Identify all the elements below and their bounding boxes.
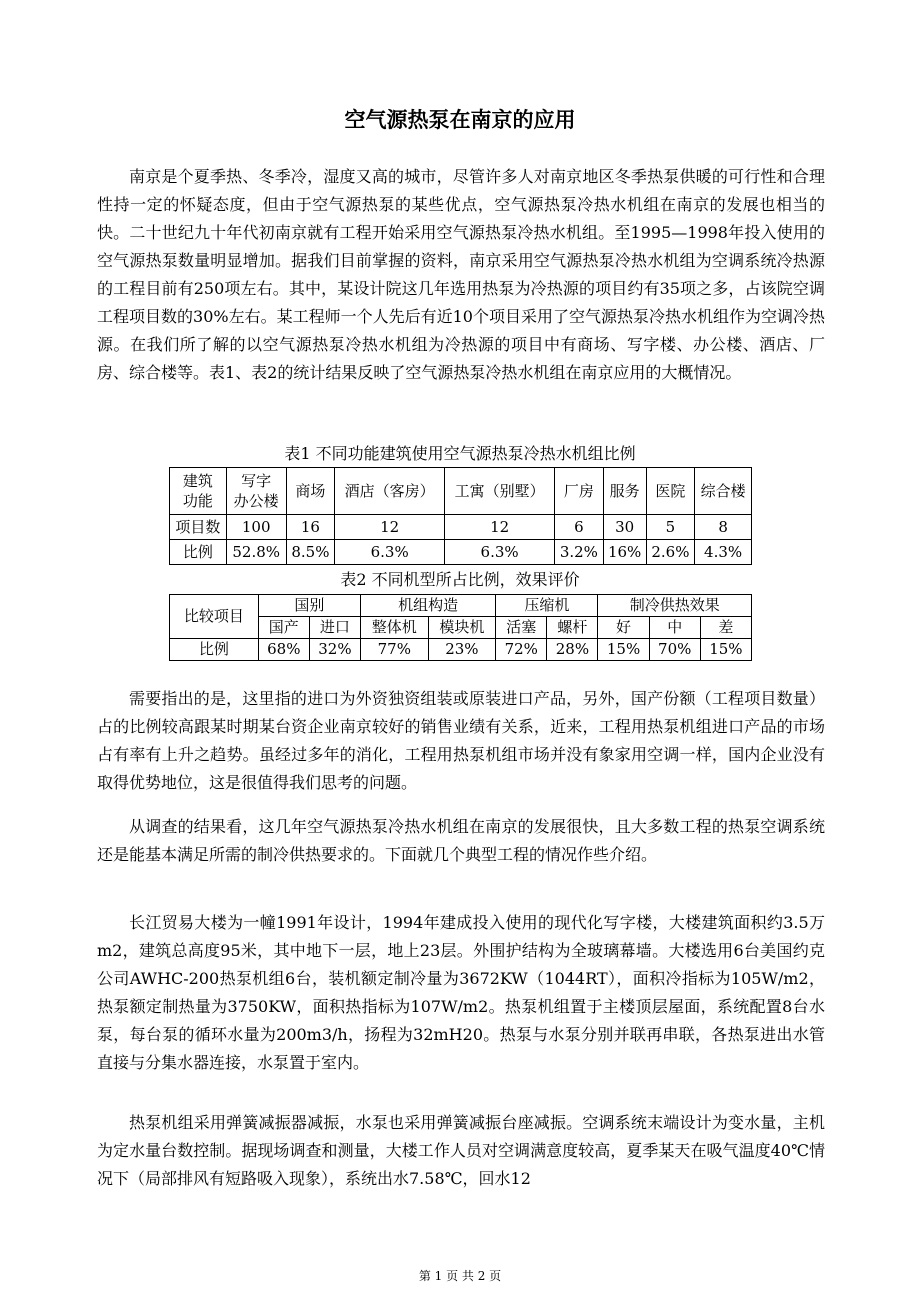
table-cell: 32% xyxy=(309,639,360,661)
table-subheader: 国产 xyxy=(258,617,309,639)
table-cell: 52.8% xyxy=(226,540,286,565)
header-label-line: 办公楼 xyxy=(233,492,279,510)
table-cell: 77% xyxy=(361,639,429,661)
row-label: 比例 xyxy=(170,540,227,565)
header-label-line: 建筑 xyxy=(182,472,213,490)
table-cell: 4.3% xyxy=(695,540,752,565)
table-cell: 6 xyxy=(555,515,604,540)
table-header-cell: 医院 xyxy=(646,468,695,515)
paragraph-intro: 南京是个夏季热、冬季冷，湿度又高的城市，尽管许多人对南京地区冬季热泵供暖的可行性和合理性持一定的怀疑态度，但由于空气源热泵的某些优点，空气源热泵冷热水机组在南京的发展也相当的快。二十世纪九十年代初南京就有工程开始采用空气源热泵冷热水机组。至1995—1998年投入使用的空气源热泵数量明显增加。据我们目前掌握的资料，南京采用空气源热泵冷热水机组为空调系统冷热源的工程目前有250项左右。其中，某设计院这几年选用热泵为冷热源的项目约有35项之多，占该院空调工程项目数的30%左右。某工程师一个人先后有近10个项目采用了空气源热泵冷热水机组作为空调冷热源。在我们所了解的以空气源热泵冷热水机组为冷热源的项目中有商场、写字楼、办公楼、酒店、厂房、综合楼等。表1、表2的统计结果反映了空气源热泵冷热水机组在南京应用的大概情况。 xyxy=(97,167,825,382)
table-cell: 100 xyxy=(226,515,286,540)
table-cell: 5 xyxy=(646,515,695,540)
table-cell: 28% xyxy=(547,639,598,661)
table-cell: 6.3% xyxy=(335,540,445,565)
table-subheader: 活塞 xyxy=(496,617,547,639)
paragraph-survey-result: 从调查的结果看，这几年空气源热泵冷热水机组在南京的发展很快，且大多数工程的热泵空调系统还是能基本满足所需的制冷供热要求的。下面就几个典型工程的情况作些介绍。 xyxy=(97,817,825,864)
table-header-cell: 工寓（别墅） xyxy=(445,468,555,515)
table1-building-function-ratio xyxy=(169,467,752,565)
table-cell: 68% xyxy=(258,639,309,661)
table-header-cell: 厂房 xyxy=(555,468,604,515)
table1-caption: 表1 不同功能建筑使用空气源热泵冷热水机组比例 xyxy=(284,444,636,463)
table-subheader: 螺杆 xyxy=(547,617,598,639)
table-subheader: 进口 xyxy=(309,617,360,639)
table-cell: 30 xyxy=(603,515,646,540)
header-label-line: 写字 xyxy=(241,472,272,490)
table-header-cell xyxy=(226,468,286,515)
table-group-header: 制冷供热效果 xyxy=(598,595,752,617)
table-cell: 16% xyxy=(603,540,646,565)
paragraph-case-building: 长江贸易大楼为一幢1991年设计，1994年建成投入使用的现代化写字楼，大楼建筑面积约3.5万m2，建筑总高度95米，其中地下一层，地上23层。外围护结构为全玻璃幕墙。大楼选用6台美国约克公司AWHC-200热泵机组6台，装机额定制冷量为3672KW（1044RT），面积冷指标为105W/m2，热泵额定制热量为3750KW，面积热指标为107W/m2。热泵机组置于主楼顶层屋面，系统配置8台水泵，每台泵的循环水量为200m3/h，扬程为32mH20。热泵与水泵分别并联再串联，各热泵进出水管直接与分集水器连接，水泵置于室内。 xyxy=(97,913,825,1072)
table-subheader: 中 xyxy=(649,617,700,639)
document-title: 空气源热泵在南京的应用 xyxy=(344,108,576,132)
table-group-header: 国别 xyxy=(258,595,360,617)
table-cell: 15% xyxy=(700,639,751,661)
table-cell: 70% xyxy=(649,639,700,661)
page-footer: 第 1 页 共 2 页 xyxy=(418,1269,502,1283)
table-header-cell xyxy=(170,468,227,515)
table-cell: 16 xyxy=(286,515,335,540)
header-label-line: 功能 xyxy=(182,492,213,510)
row-label: 比例 xyxy=(170,639,259,661)
table-row xyxy=(170,468,752,515)
table-row xyxy=(170,515,752,540)
table-row xyxy=(170,540,752,565)
table-header-cell: 综合楼 xyxy=(695,468,752,515)
table-subheader: 好 xyxy=(598,617,649,639)
table-subheader: 模块机 xyxy=(428,617,496,639)
table-group-header: 压缩机 xyxy=(496,595,598,617)
table-row xyxy=(170,595,752,617)
table-header-cell: 商场 xyxy=(286,468,335,515)
table-header-cell: 比较项目 xyxy=(170,595,259,639)
table-cell: 6.3% xyxy=(445,540,555,565)
table-cell: 72% xyxy=(496,639,547,661)
table-cell: 12 xyxy=(445,515,555,540)
table-cell: 2.6% xyxy=(646,540,695,565)
table2-unit-type-ratio xyxy=(169,594,752,661)
table2-caption: 表2 不同机型所占比例，效果评价 xyxy=(340,570,580,589)
table-cell: 15% xyxy=(598,639,649,661)
paragraph-import-note: 需要指出的是，这里指的进口为外资独资组装或原装进口产品，另外，国产份额（工程项目数量）占的比例较高跟某时期某台资企业南京较好的销售业绩有关系，近来，工程用热泵机组进口产品的市场占有率有上升之趋势。虽经过多年的消化，工程用热泵机组市场并没有象家用空调一样，国内企业没有取得优势地位，这是很值得我们思考的问题。 xyxy=(97,689,825,792)
table-cell: 8 xyxy=(695,515,752,540)
table-header-cell: 酒店（客房） xyxy=(335,468,445,515)
table-cell: 12 xyxy=(335,515,445,540)
row-label: 项目数 xyxy=(170,515,227,540)
table-header-cell: 服务 xyxy=(603,468,646,515)
table-cell: 23% xyxy=(428,639,496,661)
table-cell: 8.5% xyxy=(286,540,335,565)
table-cell: 3.2% xyxy=(555,540,604,565)
table-subheader: 整体机 xyxy=(361,617,429,639)
table-subheader: 差 xyxy=(700,617,751,639)
table-group-header: 机组构造 xyxy=(361,595,496,617)
table-row xyxy=(170,639,752,661)
paragraph-case-vibration: 热泵机组采用弹簧减振器减振，水泵也采用弹簧减振台座减振。空调系统末端设计为变水量，主机为定水量台数控制。据现场调查和测量，大楼工作人员对空调满意度较高，夏季某天在吸气温度40℃情况下（局部排风有短路吸入现象），系统出水7.58℃，回水12 xyxy=(97,1113,825,1188)
